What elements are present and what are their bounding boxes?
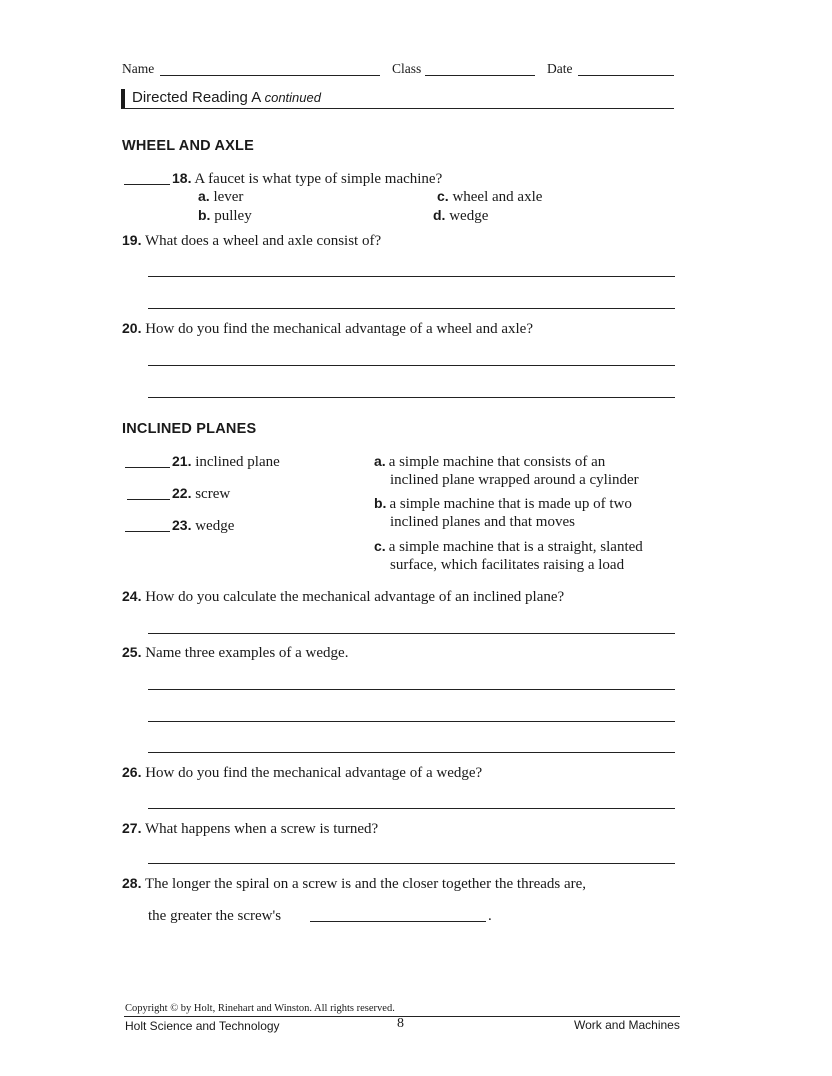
q27-number: 27. [122,820,142,836]
option-text: pulley [214,208,252,224]
definition-line-2: inclined planes and that moves [390,514,575,530]
class-label: Class [392,61,422,76]
q22-number: 22. [172,485,192,501]
section-heading-inclined-planes: INCLINED PLANES [122,421,257,437]
q20-answer-line-2[interactable] [148,397,675,398]
q18-option-c [437,188,542,206]
copyright-notice: Copyright © by Holt, Rinehart and Winston. All rights reserved. [125,1003,395,1014]
definition-b [374,494,694,531]
q20-text: How do you find the mechanical advantage of a wheel and axle? [145,321,533,337]
page-number: 8 [397,1016,404,1031]
q18-option-a [198,188,243,206]
q26-answer-line-1[interactable] [148,808,675,809]
q19-question [122,232,381,250]
q21-number: 21. [172,453,192,469]
q24-answer-line-1[interactable] [148,633,675,634]
q20-answer-line-1[interactable] [148,365,675,366]
option-letter: d. [433,207,446,223]
section-heading-wheel-and-axle: WHEEL AND AXLE [122,138,254,154]
definition-line-2: surface, which facilitates raising a load [390,557,625,573]
definition-line-1: a simple machine that is a straight, slanted [388,539,643,555]
q28-line-2: the greater the screw's [148,908,282,924]
q21-answer-blank[interactable] [125,467,170,468]
q18-number: 18. [172,170,192,186]
q28-period: . [488,908,492,924]
definition-line-1: a simple machine that consists of an [388,454,606,470]
definition-c [374,537,694,574]
q22-term-text: screw [195,486,231,502]
q26-question [122,764,482,782]
definition-line-2: inclined plane wrapped around a cylinder [390,472,639,488]
option-letter: c. [437,188,449,204]
q21-term-text: inclined plane [195,454,280,470]
q18-option-d [433,207,488,225]
q23-term [172,517,234,535]
definition-letter: a. [374,453,386,469]
q25-number: 25. [122,644,142,660]
page-title [132,89,321,106]
q25-answer-line-1[interactable] [148,689,675,690]
q18-question [172,170,442,188]
q20-number: 20. [122,320,142,336]
q22-answer-blank[interactable] [127,499,170,500]
date-field[interactable] [578,75,674,76]
date-label: Date [547,61,573,76]
q22-term [172,485,230,503]
q25-question [122,644,348,662]
q18-answer-blank[interactable] [124,184,170,185]
name-field[interactable] [160,75,380,76]
q23-term-text: wedge [195,518,235,534]
q23-answer-blank[interactable] [125,531,170,532]
q18-text: A faucet is what type of simple machine? [194,171,443,187]
title-bar-marker [121,89,125,109]
option-text: wheel and axle [452,189,543,205]
q26-text: How do you find the mechanical advantage of a wedge? [145,765,483,781]
option-text: lever [213,189,244,205]
q26-number: 26. [122,764,142,780]
option-letter: a. [198,188,210,204]
q28-line-1: The longer the spiral on a screw is and the closer together the threads are, [144,876,587,892]
q25-text: Name three examples of a wedge. [145,645,349,661]
definition-letter: c. [374,538,386,554]
q24-question [122,588,564,606]
q28-question [122,875,586,893]
q25-answer-line-3[interactable] [148,752,675,753]
q24-number: 24. [122,588,142,604]
q28-number: 28. [122,875,142,891]
q19-text: What does a wheel and axle consist of? [144,233,382,249]
option-letter: b. [198,207,211,223]
option-text: wedge [449,208,489,224]
q19-number: 19. [122,232,142,248]
q27-question [122,820,378,838]
name-label: Name [122,61,155,76]
class-field[interactable] [425,75,535,76]
title-suffix: continued [264,90,321,105]
q23-number: 23. [172,517,192,533]
q21-term [172,453,280,471]
q28-answer-blank[interactable] [310,921,486,922]
definition-a [374,452,694,489]
q25-answer-line-2[interactable] [148,721,675,722]
footer-chapter-title: Work and Machines [574,1018,680,1032]
footer-book-title: Holt Science and Technology [125,1019,280,1033]
q19-answer-line-2[interactable] [148,308,675,309]
q27-answer-line-1[interactable] [148,863,675,864]
title-text: Directed Reading A [132,89,261,106]
q20-question [122,320,533,338]
q27-text: What happens when a screw is turned? [144,821,379,837]
title-rule [122,108,674,109]
q19-answer-line-1[interactable] [148,276,675,277]
q18-option-b [198,207,252,225]
definition-line-1: a simple machine that is made up of two [389,496,632,512]
q24-text: How do you calculate the mechanical advantage of an inclined plane? [145,589,565,605]
definition-letter: b. [374,495,387,511]
